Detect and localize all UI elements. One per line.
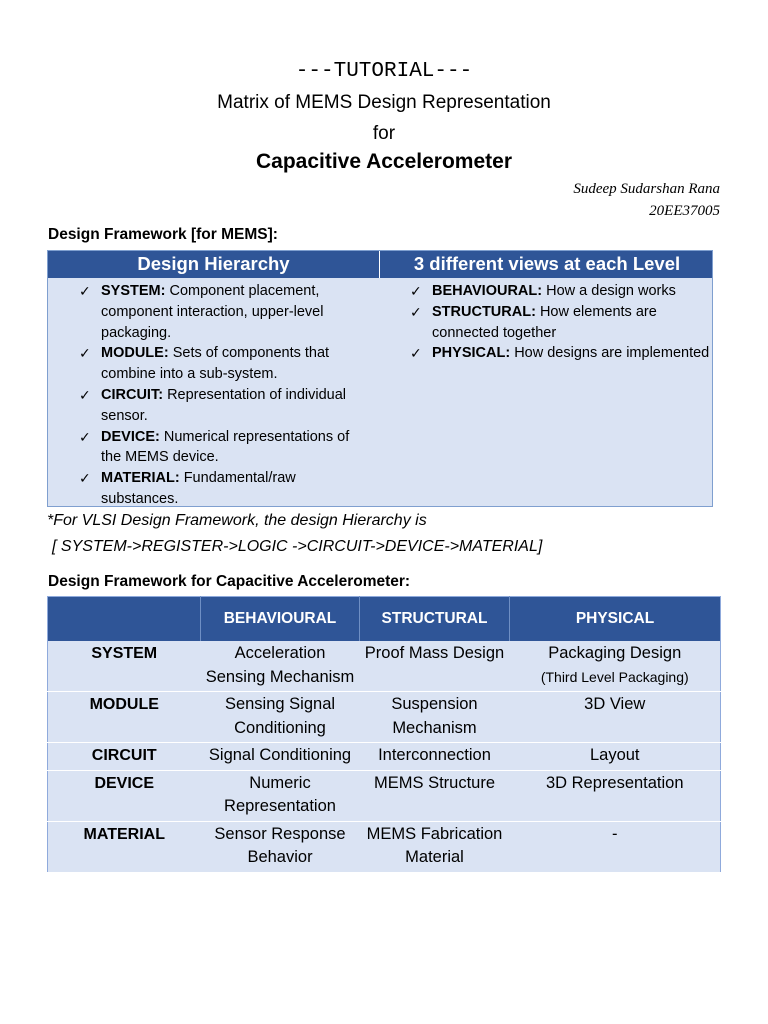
hierarchy-key: CIRCUIT: bbox=[101, 386, 164, 403]
table-row bbox=[48, 770, 721, 821]
cell-structural: Suspension Mechanism bbox=[360, 692, 510, 743]
author-name: Sudeep Sudarshan Rana bbox=[573, 181, 720, 197]
vlsi-note: *For VLSI Design Framework, the design Hierarchy is bbox=[47, 512, 427, 529]
for-label: for bbox=[372, 123, 396, 144]
view-item bbox=[410, 302, 710, 344]
vlsi-hierarchy: [ SYSTEM->REGISTER->LOGIC ->CIRCUIT->DEVICE->MATERIAL] bbox=[52, 538, 543, 555]
table-row bbox=[48, 692, 721, 743]
section-title-matrix: Design Framework for Capacitive Accelerometer: bbox=[48, 573, 411, 590]
checkmark-icon: ✓ bbox=[79, 470, 91, 487]
hierarchy-text: Sets of components that combine into a sub-system. bbox=[101, 345, 330, 383]
checkmark-icon: ✓ bbox=[79, 386, 91, 403]
row-level: SYSTEM bbox=[48, 641, 201, 692]
view-text: How designs are implemented bbox=[514, 345, 710, 362]
hierarchy-key: MATERIAL: bbox=[101, 470, 180, 487]
view-text: How a design works bbox=[546, 283, 676, 299]
table-header-structural: STRUCTURAL bbox=[360, 597, 510, 642]
physical-text: Packaging Design bbox=[548, 644, 682, 662]
cell-behavioural: Sensor Response Behavior bbox=[201, 821, 360, 872]
checkmark-icon: ✓ bbox=[410, 345, 422, 362]
view-key: STRUCTURAL: bbox=[432, 303, 536, 320]
document-title: Capacitive Accelerometer bbox=[255, 150, 513, 173]
checkmark-icon: ✓ bbox=[410, 283, 422, 299]
cell-physical: 3D Representation bbox=[510, 770, 721, 821]
checkmark-icon: ✓ bbox=[79, 283, 91, 299]
table-row bbox=[48, 641, 721, 692]
views-header: 3 different views at each Level bbox=[413, 253, 681, 274]
cell-structural: MEMS Fabrication Material bbox=[360, 821, 510, 872]
hierarchy-item bbox=[79, 468, 369, 510]
hierarchy-key: SYSTEM: bbox=[101, 283, 166, 299]
view-item bbox=[410, 281, 710, 302]
document-subtitle: Matrix of MEMS Design Representation bbox=[217, 92, 551, 113]
hierarchy-item bbox=[79, 385, 369, 427]
row-level: MODULE bbox=[48, 692, 201, 743]
physical-note: (Third Level Packaging) bbox=[540, 668, 689, 685]
cell-behavioural: Numeric Representation bbox=[201, 770, 360, 821]
table-header-physical: PHYSICAL bbox=[510, 597, 721, 642]
hierarchy-list bbox=[79, 281, 369, 510]
row-level: DEVICE bbox=[48, 770, 201, 821]
table-header-corner bbox=[48, 597, 201, 642]
view-item bbox=[410, 343, 710, 364]
views-list bbox=[410, 281, 710, 364]
tutorial-label: ---TUTORIAL--- bbox=[295, 60, 473, 83]
checkmark-icon: ✓ bbox=[79, 345, 91, 362]
row-level: MATERIAL bbox=[48, 821, 201, 872]
cell-structural: MEMS Structure bbox=[360, 770, 510, 821]
hierarchy-text: Numerical representations of the MEMS device. bbox=[101, 428, 350, 466]
hierarchy-item bbox=[79, 343, 369, 385]
framework-box bbox=[47, 250, 713, 507]
hierarchy-item bbox=[79, 427, 369, 469]
hierarchy-header: Design Hierarchy bbox=[137, 253, 290, 274]
cell-behavioural: Sensing Signal Conditioning bbox=[201, 692, 360, 743]
framework-header bbox=[48, 251, 712, 278]
checkmark-icon: ✓ bbox=[79, 428, 91, 445]
author-roll-number: 20EE37005 bbox=[649, 203, 720, 219]
cell-structural: Interconnection bbox=[360, 743, 510, 771]
view-key: PHYSICAL: bbox=[432, 345, 511, 362]
design-matrix-table bbox=[47, 596, 721, 873]
table-row bbox=[48, 821, 721, 872]
cell-behavioural: Acceleration Sensing Mechanism bbox=[201, 641, 360, 692]
hierarchy-item bbox=[79, 281, 369, 343]
hierarchy-text: Component placement, component interaction, upper-level packaging. bbox=[101, 283, 324, 341]
hierarchy-text: Fundamental/raw substances. bbox=[101, 470, 296, 507]
cell-physical: Layout bbox=[510, 743, 721, 771]
hierarchy-key: MODULE: bbox=[101, 345, 169, 362]
cell-physical: 3D View bbox=[510, 692, 721, 743]
table-header-row bbox=[48, 597, 721, 642]
view-text: How elements are connected together bbox=[432, 303, 657, 341]
cell-structural: Proof Mass Design bbox=[360, 641, 510, 692]
cell-physical: - bbox=[510, 821, 721, 872]
table-row bbox=[48, 743, 721, 771]
cell-behavioural: Signal Conditioning bbox=[201, 743, 360, 771]
checkmark-icon: ✓ bbox=[410, 303, 422, 320]
section-title-framework: Design Framework [for MEMS]: bbox=[48, 226, 278, 243]
view-key: BEHAVIOURAL: bbox=[432, 283, 543, 299]
hierarchy-text: Representation of individual sensor. bbox=[101, 386, 347, 424]
table-header-behavioural: BEHAVIOURAL bbox=[201, 597, 360, 642]
cell-physical bbox=[510, 641, 721, 692]
hierarchy-key: DEVICE: bbox=[101, 428, 160, 445]
row-level: CIRCUIT bbox=[48, 743, 201, 771]
